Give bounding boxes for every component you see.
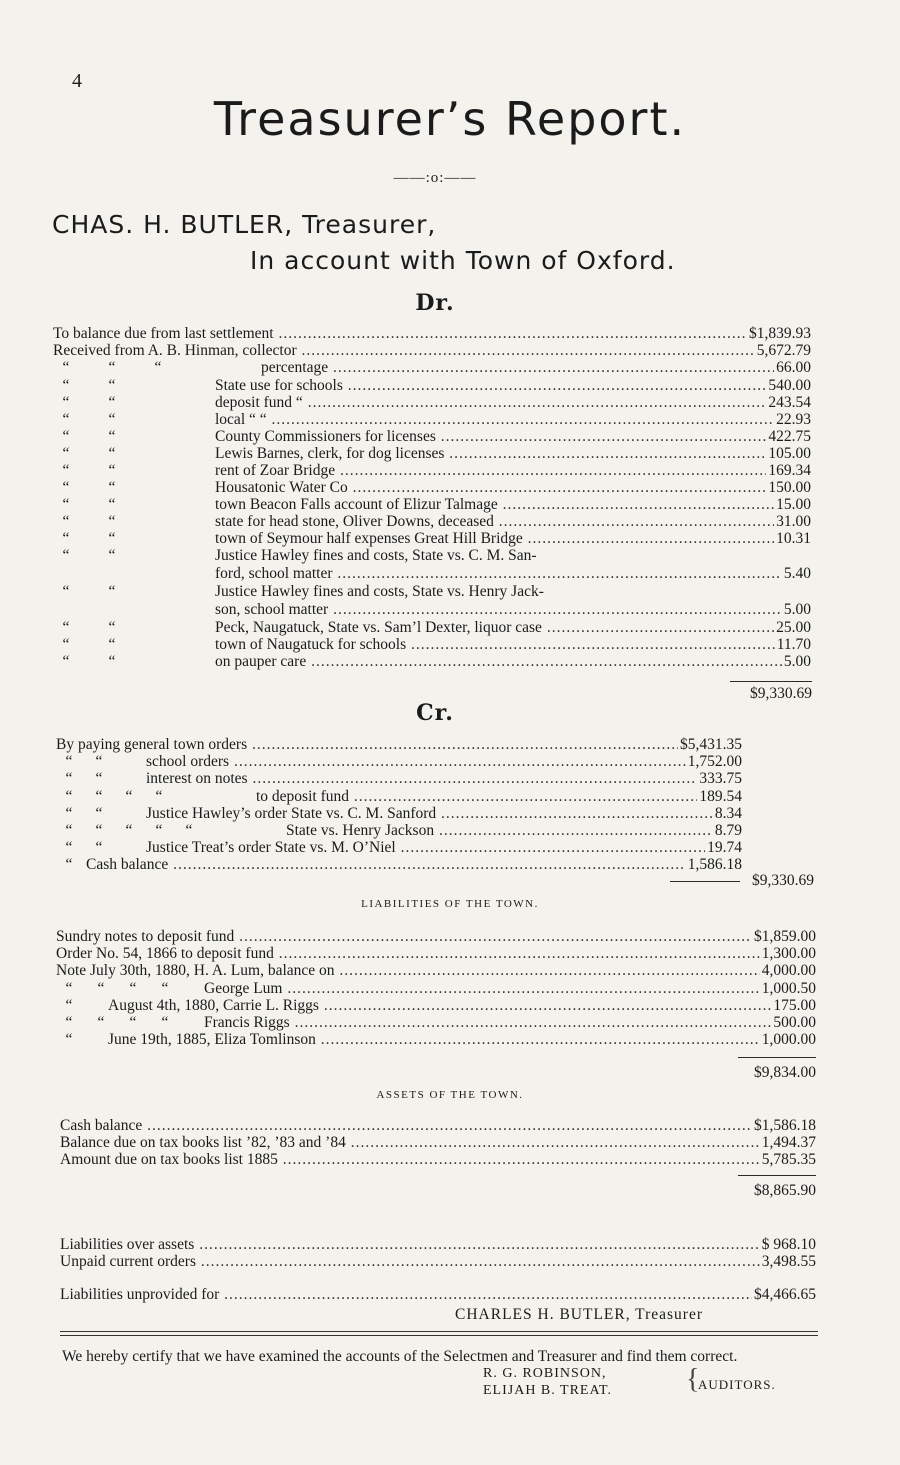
row-text: son, school matter: [215, 601, 329, 618]
credit-row: [56, 839, 742, 856]
ditto-mark: “: [62, 530, 70, 547]
ditto-mark: “: [62, 583, 70, 600]
row-label: [56, 736, 742, 753]
row-label: [53, 359, 811, 376]
row-amount: 31.00: [776, 513, 811, 530]
liabilities-total: $9,834.00: [754, 1064, 816, 1081]
row-amount: 19.74: [707, 839, 742, 856]
debit-row: [53, 445, 811, 462]
ditto-mark: “: [65, 753, 73, 770]
row-text: Justice Hawley fines and costs, State vs. Henry Jack-: [215, 583, 544, 600]
row-label: [53, 530, 811, 547]
ditto-mark: “: [97, 1014, 105, 1031]
ditto-mark: “: [65, 980, 73, 997]
ditto-mark: “: [129, 1014, 137, 1031]
row-text: Sundry notes to deposit fund: [56, 928, 235, 945]
row-amount: 5,785.35: [761, 1151, 816, 1168]
debit-row: [53, 411, 811, 428]
row-text: interest on notes: [146, 770, 248, 787]
summary-row: [60, 1253, 816, 1270]
assets-total-rule: [738, 1175, 816, 1176]
row-amount: $4,466.65: [754, 1286, 816, 1303]
row-text: June 19th, 1885, Eliza Tomlinson: [108, 1031, 316, 1048]
row-amount: 540.00: [768, 377, 811, 394]
ditto-mark: “: [125, 822, 133, 839]
row-text: on pauper care: [215, 653, 307, 670]
row-text: Amount due on tax books list 1885: [60, 1151, 278, 1168]
debit-total: $9,330.69: [750, 685, 812, 702]
row-text: deposit fund “: [215, 394, 303, 411]
row-label: [56, 856, 742, 873]
auditor-2: ELIJAH B. TREAT.: [483, 1383, 613, 1398]
auditor-names: [483, 1365, 612, 1399]
row-text: to deposit fund: [256, 788, 349, 805]
row-amount: 189.54: [699, 788, 742, 805]
row-label: [60, 1236, 816, 1253]
ditto-mark: “: [95, 805, 103, 822]
row-text: Justice Hawley fines and costs, State vs. C. M. San-: [215, 547, 537, 564]
row-text: Liabilities unprovided for: [60, 1286, 220, 1303]
row-amount: 243.54: [768, 394, 811, 411]
ditto-mark: “: [65, 1014, 73, 1031]
row-label: [53, 636, 811, 653]
row-label: [56, 822, 742, 839]
row-label: [56, 997, 816, 1014]
row-text: state for head stone, Oliver Downs, deceased: [215, 513, 494, 530]
row-text: To balance due from last settlement: [53, 325, 274, 342]
debit-row: [53, 462, 811, 479]
liabilities-heading: LIABILITIES OF THE TOWN.: [361, 898, 539, 910]
ditto-mark: “: [62, 653, 70, 670]
ditto-mark: “: [65, 822, 73, 839]
ditto-mark: “: [62, 359, 70, 376]
debit-heading: Dr.: [415, 290, 455, 316]
row-amount: 1,586.18: [687, 856, 742, 873]
row-text: Balance due on tax books list ’82, ’83 and ’84: [60, 1134, 346, 1151]
row-text: Housatonic Water Co: [215, 479, 348, 496]
row-label: [60, 1253, 816, 1270]
row-text: By paying general town orders: [56, 736, 248, 753]
liability-row: [56, 997, 816, 1014]
ditto-mark: “: [62, 619, 70, 636]
assets-total: $8,865.90: [754, 1182, 816, 1199]
row-label: [53, 394, 811, 411]
row-label: [53, 411, 811, 428]
ditto-mark: “: [108, 359, 116, 376]
row-text: August 4th, 1880, Carrie L. Riggs: [108, 997, 319, 1014]
row-text: Liabilities over assets: [60, 1236, 195, 1253]
debit-row: [53, 530, 811, 547]
row-label: [56, 770, 742, 787]
row-label: [53, 653, 811, 670]
ditto-mark: “: [62, 513, 70, 530]
row-amount: 8.34: [714, 805, 742, 822]
ditto-mark: “: [62, 496, 70, 513]
ditto-mark: “: [155, 822, 163, 839]
auditors-label: AUDITORS.: [698, 1377, 776, 1392]
row-label: [60, 1134, 816, 1151]
row-label: [53, 342, 811, 359]
row-text: Lewis Barnes, clerk, for dog licenses: [215, 445, 445, 462]
ditto-mark: “: [108, 530, 116, 547]
liability-row: [56, 1031, 816, 1048]
ditto-mark: “: [65, 997, 73, 1014]
row-amount: $5,431.35: [680, 736, 742, 753]
row-text: County Commissioners for licenses: [215, 428, 436, 445]
debit-row: [53, 377, 811, 394]
ditto-mark: “: [62, 394, 70, 411]
row-label: [60, 1286, 816, 1303]
row-label: [53, 325, 811, 342]
ditto-mark: “: [62, 377, 70, 394]
row-text: State vs. Henry Jackson: [286, 822, 435, 839]
credit-row: [56, 856, 742, 873]
row-amount: 25.00: [776, 619, 811, 636]
ditto-mark: “: [185, 822, 193, 839]
debit-row: [53, 496, 811, 513]
row-amount: 1,752.00: [687, 753, 742, 770]
row-text: town of Naugatuck for schools: [215, 636, 407, 653]
credit-total: $9,330.69: [752, 872, 814, 889]
debit-row: [53, 547, 811, 564]
ditto-mark: “: [155, 788, 163, 805]
debit-row: [53, 479, 811, 496]
debit-total-rule: [730, 681, 812, 682]
row-label: [53, 428, 811, 445]
brace-icon: {: [686, 1364, 700, 1395]
ditto-mark: “: [62, 636, 70, 653]
row-label: [53, 565, 811, 582]
row-text: Cash balance: [60, 1117, 143, 1134]
account-line: In account with Town of Oxford.: [250, 246, 676, 275]
ditto-mark: “: [65, 788, 73, 805]
row-label: [53, 479, 811, 496]
row-amount: 1,000.00: [761, 1031, 816, 1048]
ditto-mark: “: [161, 1014, 169, 1031]
row-label: [56, 1014, 816, 1031]
row-amount: $1,586.18: [754, 1117, 816, 1134]
debit-row: [53, 619, 811, 636]
ditto-mark: “: [62, 411, 70, 428]
credit-row: [56, 822, 742, 839]
row-text: local “ “: [215, 411, 267, 428]
row-text: Received from A. B. Hinman, collector: [53, 342, 297, 359]
row-amount: 1,494.37: [761, 1134, 816, 1151]
row-text: State use for schools: [215, 377, 343, 394]
ditto-mark: “: [65, 1031, 73, 1048]
asset-row: [60, 1117, 816, 1134]
row-text: Peck, Naugatuck, State vs. Sam’l Dexter, liquor case: [215, 619, 542, 636]
liability-row: [56, 1014, 816, 1031]
liability-row: [56, 945, 816, 962]
row-label: [56, 962, 816, 979]
ditto-mark: “: [95, 770, 103, 787]
debit-row: [53, 394, 811, 411]
row-text: Justice Hawley’s order State vs. C. M. Sanford: [146, 805, 437, 822]
ditto-mark: “: [108, 445, 116, 462]
debit-row: [53, 325, 811, 342]
certification-text: We hereby certify that we have examined the accounts of the Selectmen and Treasurer and find them correct.: [62, 1348, 738, 1365]
liability-row: [56, 980, 816, 997]
summary-row: [60, 1286, 816, 1303]
row-label: [56, 945, 816, 962]
row-label: [53, 462, 811, 479]
row-amount: 22.93: [776, 411, 811, 428]
ditto-mark: “: [161, 980, 169, 997]
credit-row: [56, 770, 742, 787]
ditto-mark: “: [62, 547, 70, 564]
ditto-mark: “: [108, 411, 116, 428]
debit-row: [53, 636, 811, 653]
ditto-mark: “: [108, 479, 116, 496]
debit-row: [53, 653, 811, 670]
ditto-mark: “: [62, 428, 70, 445]
row-amount: 422.75: [768, 428, 811, 445]
row-amount: 1,300.00: [761, 945, 816, 962]
row-label: [60, 1117, 816, 1134]
debit-row: [53, 601, 811, 618]
auditor-1: R. G. ROBINSON,: [483, 1366, 607, 1381]
ditto-mark: “: [108, 619, 116, 636]
row-amount: 500.00: [773, 1014, 816, 1031]
row-label: [53, 445, 811, 462]
row-text: ford, school matter: [215, 565, 333, 582]
row-amount: 11.70: [776, 636, 811, 653]
row-label: [53, 601, 811, 618]
credit-row: [56, 753, 742, 770]
asset-row: [60, 1134, 816, 1151]
ditto-mark: “: [95, 753, 103, 770]
row-label: [53, 583, 811, 600]
credit-row: [56, 788, 742, 805]
row-amount: 105.00: [768, 445, 811, 462]
page-number: 4: [72, 70, 82, 92]
row-amount: $1,859.00: [754, 928, 816, 945]
ditto-mark: “: [97, 980, 105, 997]
row-label: [53, 513, 811, 530]
debit-row: [53, 583, 811, 600]
ditto-mark: “: [108, 377, 116, 394]
debit-row: [53, 359, 811, 376]
ditto-mark: “: [108, 636, 116, 653]
ditto-mark: “: [108, 653, 116, 670]
row-label: [56, 805, 742, 822]
ditto-mark: “: [154, 359, 162, 376]
row-text: percentage: [261, 359, 329, 376]
row-label: [56, 839, 742, 856]
row-label: [53, 496, 811, 513]
ditto-mark: “: [65, 805, 73, 822]
liability-row: [56, 928, 816, 945]
ditto-mark: “: [65, 770, 73, 787]
row-label: [60, 1151, 816, 1168]
row-amount: 4,000.00: [761, 962, 816, 979]
row-label: [56, 788, 742, 805]
ditto-mark: “: [65, 856, 73, 873]
credit-heading: Cr.: [416, 700, 454, 726]
row-label: [53, 377, 811, 394]
debit-row: [53, 565, 811, 582]
credit-row: [56, 736, 742, 753]
row-label: [56, 980, 816, 997]
debit-row: [53, 428, 811, 445]
row-amount: 5,672.79: [756, 342, 811, 359]
row-text: town of Seymour half expenses Great Hill Bridge: [215, 530, 523, 547]
ditto-mark: “: [62, 479, 70, 496]
row-amount: 15.00: [776, 496, 811, 513]
ditto-mark: “: [125, 788, 133, 805]
row-text: Order No. 54, 1866 to deposit fund: [56, 945, 274, 962]
row-amount: 169.34: [768, 462, 811, 479]
row-label: [53, 619, 811, 636]
treasurer-signature: CHARLES H. BUTLER, Treasurer: [455, 1306, 704, 1323]
row-text: Unpaid current orders: [60, 1253, 197, 1270]
row-amount: 333.75: [699, 770, 742, 787]
liability-row: [56, 962, 816, 979]
ditto-mark: “: [62, 462, 70, 479]
row-label: [56, 753, 742, 770]
row-text: rent of Zoar Bridge: [215, 462, 336, 479]
row-text: school orders: [146, 753, 230, 770]
ditto-mark: “: [108, 462, 116, 479]
debit-row: [53, 342, 811, 359]
row-text: George Lum: [204, 980, 283, 997]
ditto-mark: “: [65, 839, 73, 856]
ditto-mark: “: [95, 839, 103, 856]
treasurer-line: CHAS. H. BUTLER, Treasurer,: [52, 210, 437, 239]
row-amount: 8.79: [714, 822, 742, 839]
double-rule: [60, 1331, 818, 1336]
title-ornament: ——:o:——: [393, 170, 477, 186]
row-amount: 5.40: [783, 565, 811, 582]
asset-row: [60, 1151, 816, 1168]
row-amount: $ 968.10: [761, 1236, 816, 1253]
credit-row: [56, 805, 742, 822]
row-amount: $1,839.93: [749, 325, 811, 342]
row-amount: 1,000.50: [761, 980, 816, 997]
row-amount: 5.00: [783, 653, 811, 670]
row-amount: 3,498.55: [761, 1253, 816, 1270]
row-amount: 175.00: [773, 997, 816, 1014]
row-text: Francis Riggs: [204, 1014, 290, 1031]
ditto-mark: “: [108, 547, 116, 564]
row-text: Justice Treat’s order State vs. M. O’Niel: [146, 839, 396, 856]
ditto-mark: “: [62, 445, 70, 462]
debit-row: [53, 513, 811, 530]
ditto-mark: “: [129, 980, 137, 997]
ditto-mark: “: [108, 513, 116, 530]
summary-row: [60, 1236, 816, 1253]
row-label: [56, 1031, 816, 1048]
row-amount: 5.00: [783, 601, 811, 618]
row-label: [56, 928, 816, 945]
row-text: town Beacon Falls account of Elizur Talmage: [215, 496, 498, 513]
ditto-mark: “: [108, 394, 116, 411]
row-text: Note July 30th, 1880, H. A. Lum, balance on: [56, 962, 335, 979]
row-label: [53, 547, 811, 564]
liabilities-total-rule: [738, 1057, 816, 1058]
assets-heading: ASSETS OF THE TOWN.: [376, 1089, 524, 1101]
ditto-mark: “: [108, 583, 116, 600]
row-amount: 150.00: [768, 479, 811, 496]
ditto-mark: “: [108, 496, 116, 513]
ditto-mark: “: [108, 428, 116, 445]
row-amount: 10.31: [776, 530, 811, 547]
row-text: Cash balance: [86, 856, 169, 873]
ditto-mark: “: [95, 822, 103, 839]
page-title: Treasurer’s Report.: [213, 92, 687, 146]
row-amount: 66.00: [776, 359, 811, 376]
ditto-mark: “: [95, 788, 103, 805]
